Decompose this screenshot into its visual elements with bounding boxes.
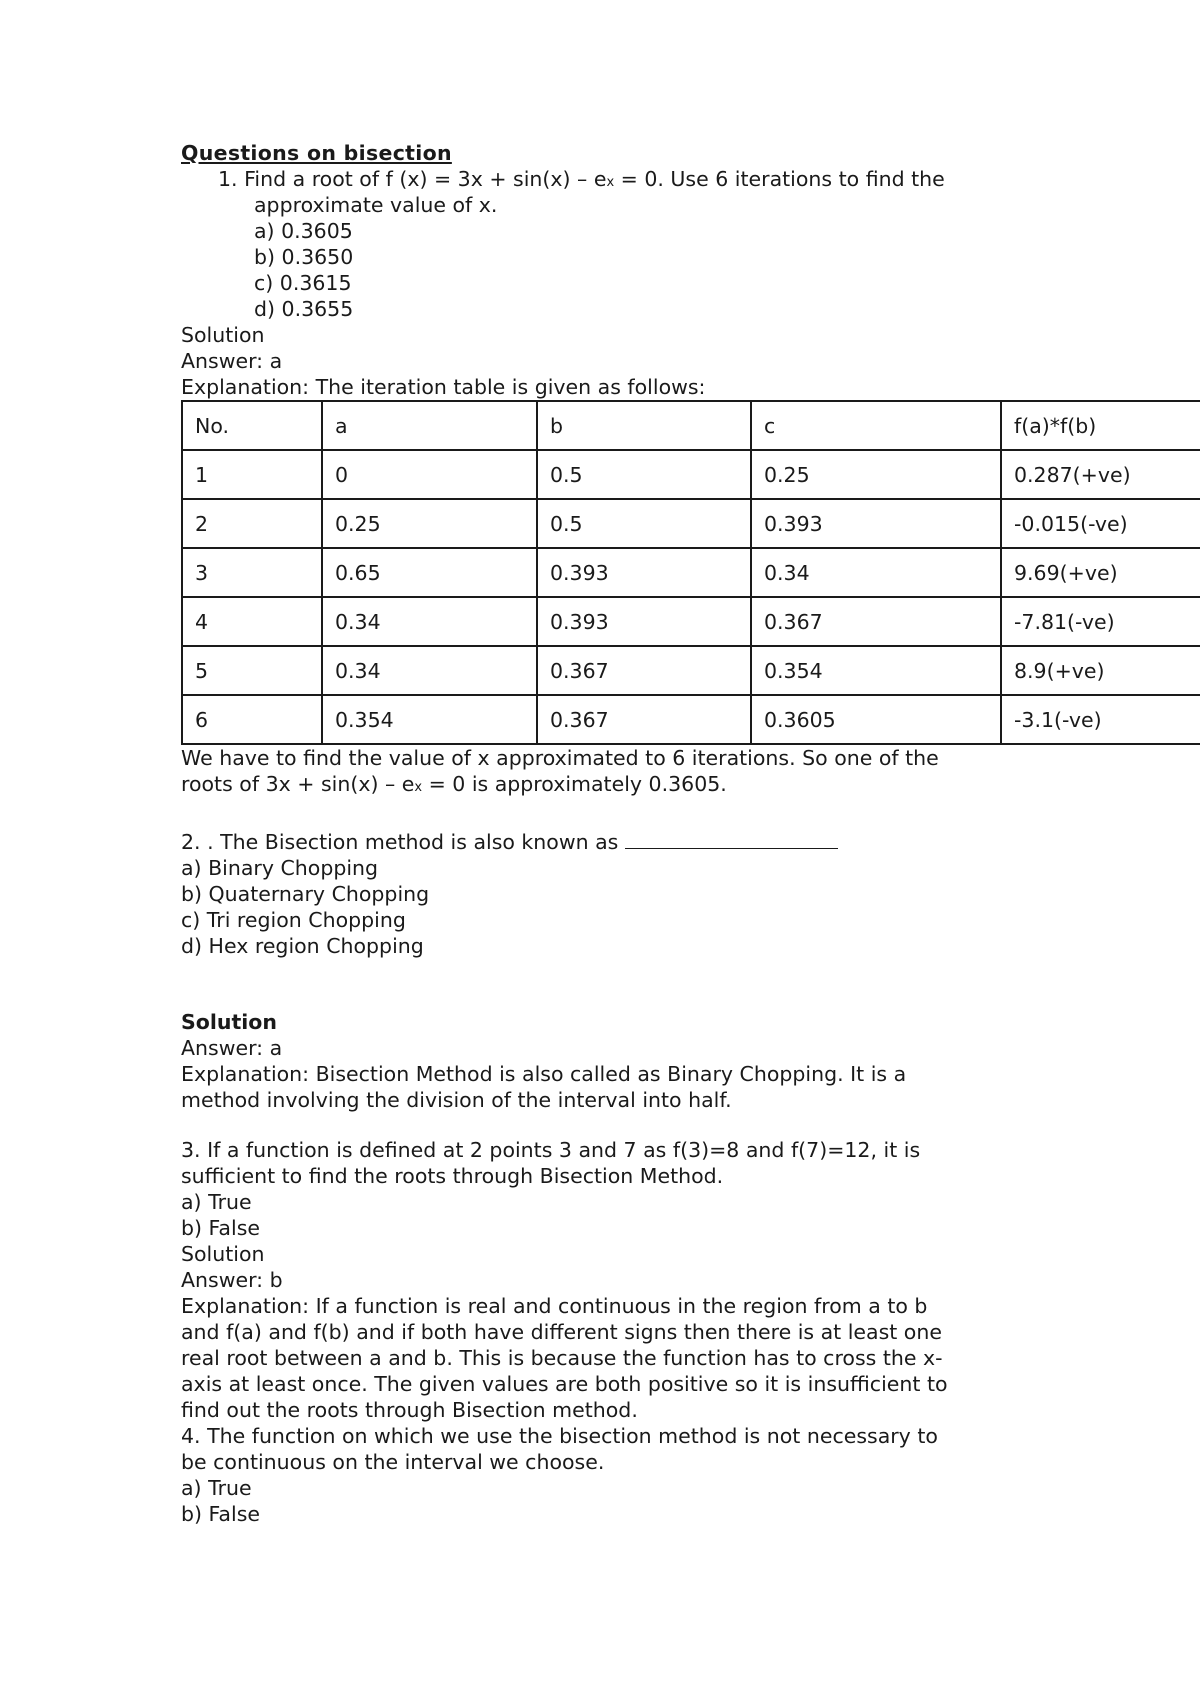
explanation-line: axis at least once. The given values are both positive so it is insufficient to: [181, 1372, 948, 1396]
table-header-cell: b: [537, 401, 751, 450]
table-cell: -3.1(-ve): [1001, 695, 1200, 744]
table-cell: 2: [182, 499, 322, 548]
question-text-line2: be continuous on the interval we choose.: [181, 1450, 605, 1474]
table-cell: -7.81(-ve): [1001, 597, 1200, 646]
table-header-cell: No.: [182, 401, 322, 450]
question-4: [181, 1423, 1200, 1449]
explanation-line: Explanation: If a function is real and continuous in the region from a to b: [181, 1294, 928, 1318]
table-header-cell: f(a)*f(b): [1001, 401, 1200, 450]
explanation-line: method involving the division of the interval into half.: [181, 1088, 732, 1112]
table-cell: 0.393: [751, 499, 1001, 548]
table-header-cell: a: [322, 401, 537, 450]
conclusion-line2: [181, 771, 1200, 797]
table-row: [182, 548, 1200, 597]
page-title: Questions on bisection: [181, 141, 452, 165]
question-1: [181, 166, 1200, 192]
table-cell: 0.367: [537, 646, 751, 695]
spacer: [181, 797, 1200, 829]
option-c: c) 0.3615: [254, 271, 352, 295]
table-cell: 0.3605: [751, 695, 1001, 744]
question-2: [181, 829, 1200, 855]
table-cell: 0.287(+ve): [1001, 450, 1200, 499]
question-text: If a function is defined at 2 points 3 and 7 as f(3)=8 and f(7)=12, it is: [200, 1138, 921, 1162]
exponent-x: x: [606, 175, 615, 190]
document-page: [181, 140, 1200, 1527]
table-cell: 3: [182, 548, 322, 597]
conclusion-text: = 0 is approximately 0.3605.: [422, 772, 727, 796]
question-number: 2.: [181, 830, 201, 854]
answer-blank: [625, 830, 838, 849]
question-text: Find a root of f (x) = 3x + sin(x) – e: [244, 167, 607, 191]
table-cell: 0.34: [322, 597, 537, 646]
table-cell: 0.65: [322, 548, 537, 597]
explanation-line: Explanation: Bisection Method is also called as Binary Chopping. It is a: [181, 1062, 907, 1086]
iteration-table: [181, 400, 1200, 745]
option-b: b) False: [181, 1216, 260, 1240]
spacer: [181, 1113, 1200, 1137]
explanation-line: and f(a) and f(b) and if both have different signs then there is at least one: [181, 1320, 942, 1344]
question-number: 4.: [181, 1424, 201, 1448]
table-row: [182, 695, 1200, 744]
answer: Answer: b: [181, 1268, 283, 1292]
table-cell: 0.354: [322, 695, 537, 744]
table-header-cell: c: [751, 401, 1001, 450]
table-cell: 0.5: [537, 450, 751, 499]
explanation-line: find out the roots through Bisection method.: [181, 1398, 638, 1422]
solution-label: Solution: [181, 1010, 277, 1034]
table-cell: 0.367: [537, 695, 751, 744]
table-cell: 0: [322, 450, 537, 499]
question-text: . The Bisection method is also known as: [200, 830, 625, 854]
answer: Answer: a: [181, 349, 283, 373]
solution-label: Solution: [181, 1242, 265, 1266]
table-cell: 0.393: [537, 548, 751, 597]
option-b: b) Quaternary Chopping: [181, 882, 430, 906]
option-a: a) Binary Chopping: [181, 856, 379, 880]
option-c: c) Tri region Chopping: [181, 908, 406, 932]
spacer: [181, 959, 1200, 1009]
table-cell: 8.9(+ve): [1001, 646, 1200, 695]
table-cell: 0.393: [537, 597, 751, 646]
question-3: [181, 1137, 1200, 1163]
exponent-x: x: [414, 780, 423, 795]
table-row: [182, 450, 1200, 499]
option-b: b) 0.3650: [254, 245, 354, 269]
option-d: d) 0.3655: [254, 297, 354, 321]
table-row: [182, 597, 1200, 646]
table-cell: 0.367: [751, 597, 1001, 646]
table-cell: 4: [182, 597, 322, 646]
table-header-row: [182, 401, 1200, 450]
table-cell: 6: [182, 695, 322, 744]
table-cell: 0.34: [751, 548, 1001, 597]
table-cell: 0.25: [751, 450, 1001, 499]
explanation: Explanation: The iteration table is given as follows:: [181, 375, 706, 399]
table-cell: 0.354: [751, 646, 1001, 695]
conclusion-text: roots of 3x + sin(x) – e: [181, 772, 415, 796]
option-a: a) 0.3605: [254, 219, 353, 243]
option-a: a) True: [181, 1476, 252, 1500]
question-number: 3.: [181, 1138, 201, 1162]
table-cell: 0.25: [322, 499, 537, 548]
question-text-line2: sufficient to find the roots through Bisection Method.: [181, 1164, 724, 1188]
table-cell: 0.5: [537, 499, 751, 548]
option-a: a) True: [181, 1190, 252, 1214]
solution-label: Solution: [181, 323, 265, 347]
conclusion-line1: We have to find the value of x approximated to 6 iterations. So one of the: [181, 746, 939, 770]
table-cell: 5: [182, 646, 322, 695]
option-b: b) False: [181, 1502, 260, 1526]
answer: Answer: a: [181, 1036, 283, 1060]
table-cell: -0.015(-ve): [1001, 499, 1200, 548]
table-row: [182, 499, 1200, 548]
table-cell: 9.69(+ve): [1001, 548, 1200, 597]
explanation-line: real root between a and b. This is because the function has to cross the x-: [181, 1346, 943, 1370]
option-d: d) Hex region Chopping: [181, 934, 424, 958]
table-row: [182, 646, 1200, 695]
question-text: The function on which we use the bisection method is not necessary to: [200, 1424, 938, 1448]
question-text-line2: approximate value of x.: [254, 193, 498, 217]
table-cell: 0.34: [322, 646, 537, 695]
question-number: 1.: [218, 167, 238, 191]
table-cell: 1: [182, 450, 322, 499]
question-text: = 0. Use 6 iterations to find the: [614, 167, 945, 191]
